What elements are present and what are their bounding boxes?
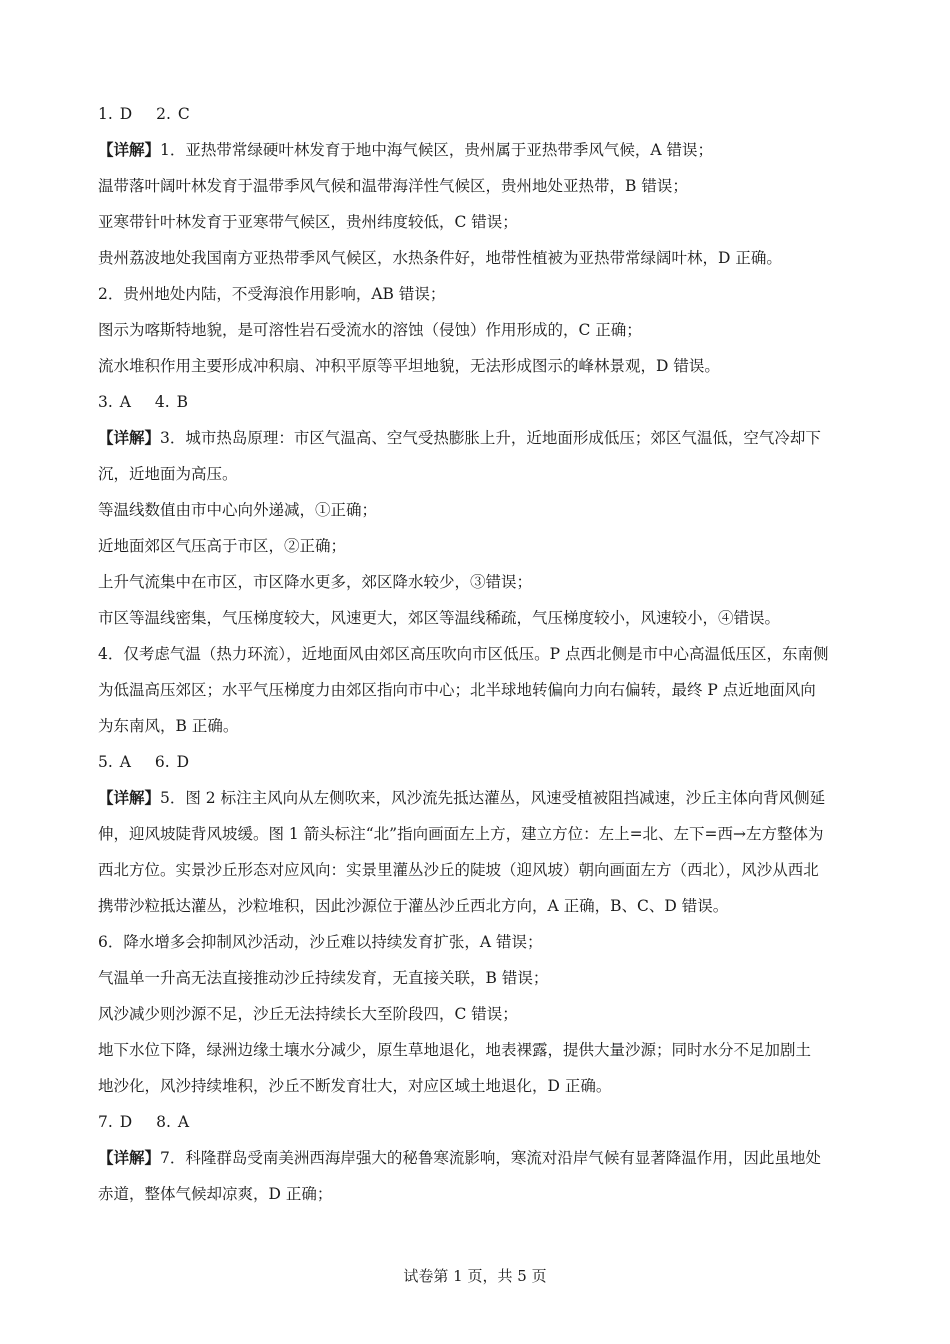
answer-q2: 2. C (156, 105, 190, 123)
detail-text: 6．降水增多会抑制风沙活动，沙丘难以持续发育扩张，A 错误； (98, 933, 543, 951)
answer-q6: 6. D (154, 753, 190, 771)
detail-text: 地沙化，风沙持续堆积，沙丘不断发育壮大，对应区域土地退化，D 正确。 (98, 1077, 612, 1095)
detail-text: 为低温高压郊区；水平气压梯度力由郊区指向市中心；北半球地转偏向力向右偏转，最终 P 点近地面风向 (98, 681, 816, 699)
detail-paragraph (98, 420, 858, 456)
detail-text: 温带落叶阔叶林发育于温带季风气候和温带海洋性气候区，贵州地处亚热带，B 错误； (98, 177, 688, 195)
detail-text: 地下水位下降，绿洲边缘土壤水分减少，原生草地退化，地表裸露，提供大量沙源；同时水分不足加剧土 (98, 1041, 812, 1059)
detail-text: 7．科隆群岛受南美洲西海岸强大的秘鲁寒流影响，寒流对沿岸气候有显著降温作用，因此虽地处 (160, 1149, 821, 1167)
detail-text: 为东南风，B 正确。 (98, 717, 239, 735)
detail-text: 贵州荔波地处我国南方亚热带季风气候区，水热条件好，地带性植被为亚热带常绿阔叶林，D 正确。 (98, 249, 782, 267)
answer-q5: 5. A (98, 753, 131, 771)
answer-q3: 3. A (98, 393, 131, 411)
detail-text: 3．城市热岛原理：市区气温高、空气受热膨胀上升，近地面形成低压；郊区气温低，空气冷却下 (160, 429, 821, 447)
detail-tag: 【详解】 (98, 428, 161, 447)
detail-text: 携带沙粒抵达灌丛，沙粒堆积，因此沙源位于灌丛沙丘西北方向，A 正确，B、C、D 错误。 (98, 897, 729, 915)
answer-q7: 7. D (98, 1113, 133, 1131)
detail-text: 市区等温线密集，气压梯度较大，风速更大，郊区等温线稀疏，气压梯度较小，风速较小，④错误。 (98, 609, 781, 627)
answer-q8: 8. A (156, 1113, 190, 1131)
detail-text: 近地面郊区气压高于市区，②正确； (98, 537, 347, 555)
detail-tag: 【详解】 (98, 1148, 161, 1167)
detail-text: 5．图 2 标注主风向从左侧吹来，风沙流先抵达灌丛，风速受植被阻挡减速，沙丘主体向背风侧延 (160, 789, 826, 807)
detail-text: 风沙减少则沙源不足，沙丘无法持续长大至阶段四，C 错误； (98, 1005, 518, 1023)
detail-text: 赤道，整体气候却凉爽，D 正确； (98, 1185, 333, 1203)
detail-text: 2．贵州地处内陆，不受海浪作用影响，AB 错误； (98, 285, 446, 303)
detail-text: 西北方位。实景沙丘形态对应风向：实景里灌丛沙丘的陡坡（迎风坡）朝向画面左方（西北），风沙从西北 (98, 861, 819, 879)
detail-text: 伸，迎风坡陡背风坡缓。图 1 箭头标注“北”指向画面左上方，建立方位：左上=北、左下=西→左方整体为 (98, 825, 824, 843)
detail-paragraph (98, 132, 858, 168)
detail-tag: 【详解】 (98, 140, 161, 159)
answer-line-5-6 (98, 744, 858, 780)
answer-line-1-2 (98, 96, 858, 132)
detail-text: 上升气流集中在市区，市区降水更多，郊区降水较少，③错误； (98, 573, 533, 591)
detail-text: 沉，近地面为高压。 (98, 465, 238, 483)
detail-text: 1．亚热带常绿硬叶林发育于地中海气候区，贵州属于亚热带季风气候，A 错误； (160, 141, 714, 159)
answer-q4: 4. B (154, 393, 189, 411)
detail-text: 4．仅考虑气温（热力环流），近地面风由郊区高压吹向市区低压。P 点西北侧是市中心高温低压区，东南侧 (98, 645, 829, 663)
detail-tag: 【详解】 (98, 788, 161, 807)
answer-content (98, 96, 858, 1212)
detail-text: 气温单一升高无法直接推动沙丘持续发育，无直接关联，B 错误； (98, 969, 549, 987)
detail-paragraph (98, 780, 858, 816)
detail-text: 亚寒带针叶林发育于亚寒带气候区，贵州纬度较低，C 错误； (98, 213, 518, 231)
page-footer: 试卷第 1 页，共 5 页 (403, 1267, 547, 1285)
detail-text: 图示为喀斯特地貌，是可溶性岩石受流水的溶蚀（侵蚀）作用形成的，C 正确； (98, 321, 642, 339)
answer-q1: 1. D (98, 105, 133, 123)
detail-text: 等温线数值由市中心向外递减，①正确； (98, 501, 378, 519)
answer-line-3-4 (98, 384, 858, 420)
detail-text: 流水堆积作用主要形成冲积扇、冲积平原等平坦地貌，无法形成图示的峰林景观，D 错误。 (98, 357, 720, 375)
answer-line-7-8 (98, 1104, 858, 1140)
detail-paragraph (98, 1140, 858, 1176)
